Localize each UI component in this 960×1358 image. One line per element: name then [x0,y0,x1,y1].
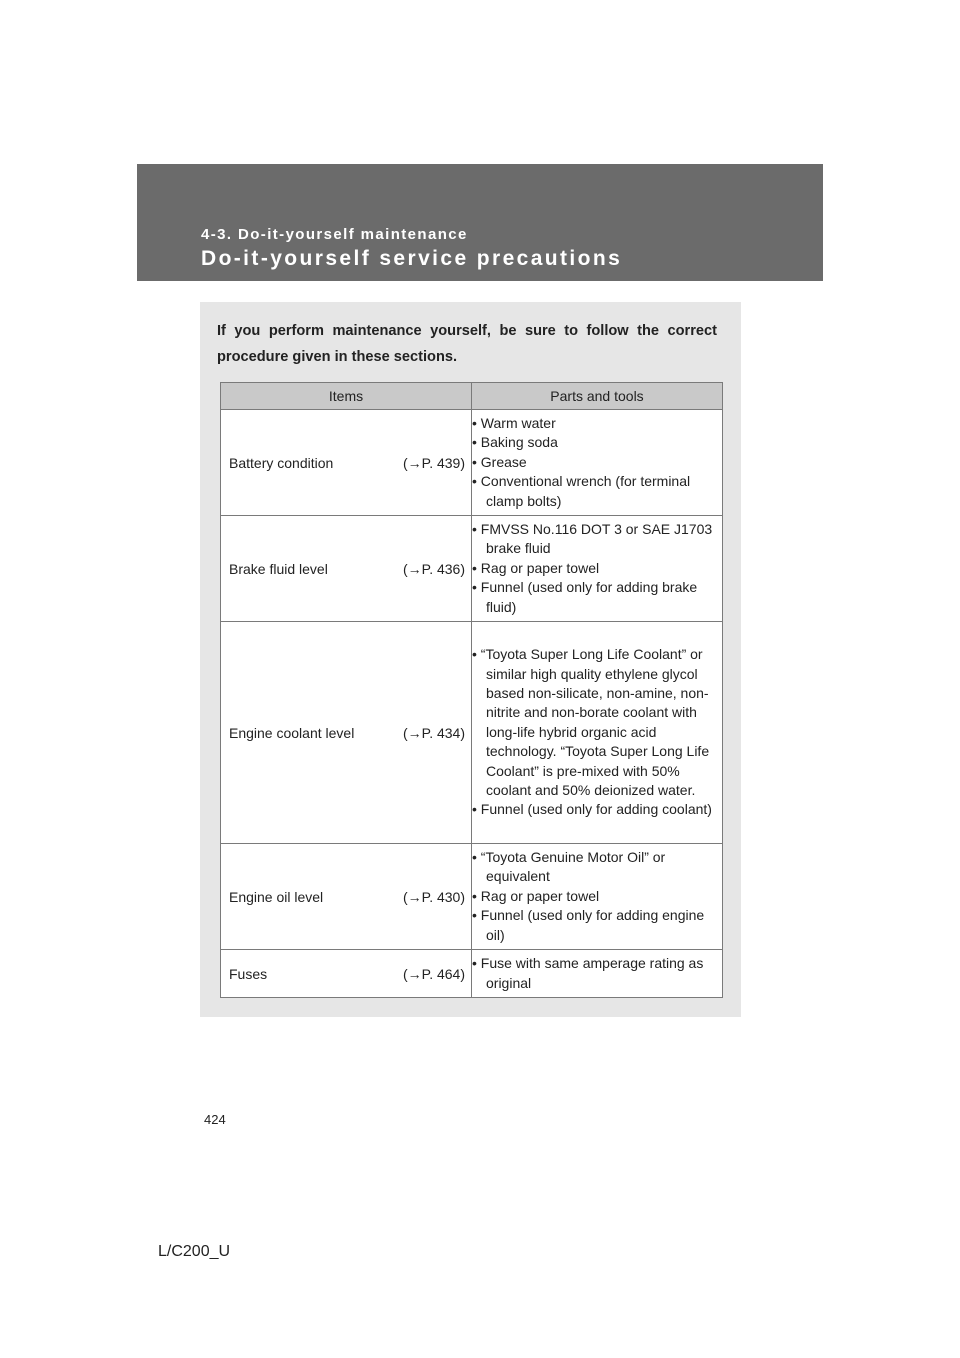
maintenance-table [220,382,723,998]
item-name: Fuses [229,965,268,982]
table-header-row [221,383,723,410]
item-cell [221,516,472,622]
item-cell [221,950,472,998]
list-item: • Baking soda [472,433,722,452]
item-name: Brake fluid level [229,560,328,577]
parts-cell [472,622,723,844]
item-cell [221,622,472,844]
document-code: L/C200_U [158,1243,231,1260]
item-name: Engine coolant level [229,724,355,741]
list-item: • Fuse with same amperage rating as original [472,954,722,993]
item-name: Battery condition [229,454,334,471]
content-panel [200,302,741,1017]
list-item: • Funnel (used only for adding brake fluid) [472,578,722,617]
header-band [137,164,823,281]
list-item: • FMVSS No.116 DOT 3 or SAE J1703 brake fluid [472,520,722,559]
parts-cell [472,410,723,516]
list-item: • “Toyota Genuine Motor Oil” or equivalent [472,848,722,887]
parts-cell [472,950,723,998]
column-header-items: Items [221,383,472,410]
page-reference: (→P. 430) [403,888,465,905]
list-item: • Grease [472,453,722,472]
item-cell [221,410,472,516]
list-item: • Rag or paper towel [472,559,722,578]
parts-cell [472,516,723,622]
list-item: • Warm water [472,414,722,433]
list-item: • “Toyota Super Long Life Coolant” or similar high quality ethylene glycol based non-silicate, non-amine, non-nitrite and non-borate coolant with long-life hybrid organic acid technology. “Toyota Super Long Life Coolant” is pre-mixed with 50% coolant and 50% deionized water. [472,645,722,800]
list-item: • Rag or paper towel [472,887,722,906]
table-row [221,844,723,950]
page-reference: (→P. 434) [403,724,465,741]
list-item: • Funnel (used only for adding engine oil) [472,906,722,945]
section-label: 4-3. Do-it-yourself maintenance [201,226,468,243]
table-row [221,950,723,998]
intro-text: If you perform maintenance yourself, be sure to follow the correct procedure given in these sections. [217,323,717,365]
table-row [221,516,723,622]
item-name: Engine oil level [229,888,324,905]
parts-cell [472,844,723,950]
table-row [221,410,723,516]
list-item: • Conventional wrench (for terminal clamp bolts) [472,472,722,511]
page-reference: (→P. 464) [403,965,465,982]
table-row [221,622,723,844]
item-cell [221,844,472,950]
page-reference: (→P. 439) [403,454,465,471]
page-number: 424 [204,1112,226,1127]
list-item: • Funnel (used only for adding coolant) [472,800,722,819]
column-header-parts: Parts and tools [472,383,723,410]
page-title: Do-it-yourself service precautions [201,247,623,270]
page-reference: (→P. 436) [403,560,465,577]
